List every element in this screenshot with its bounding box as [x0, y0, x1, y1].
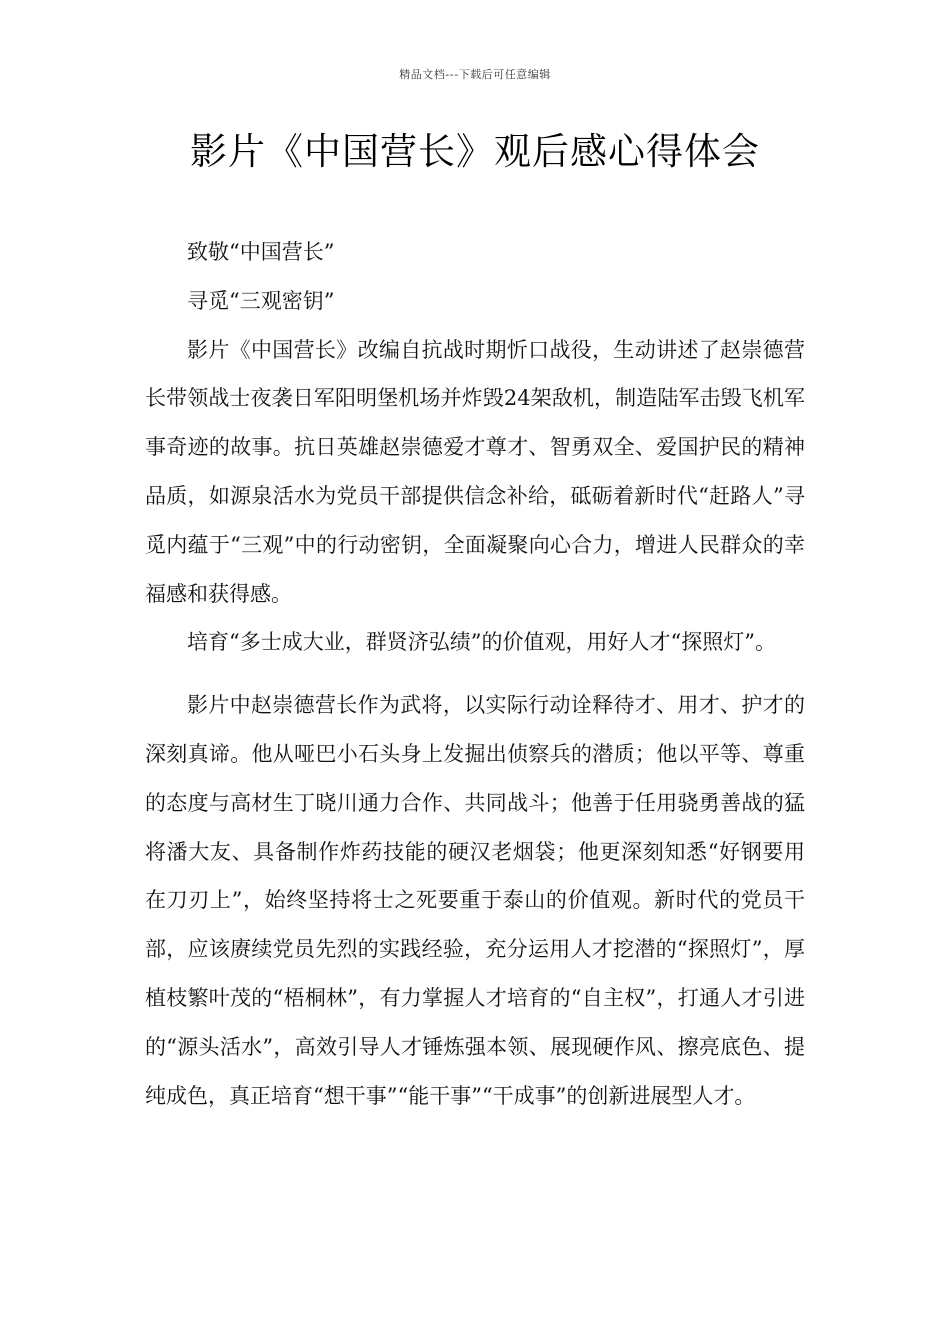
paragraph-1: 致敬“中国营长” [187, 240, 335, 264]
paragraph-2: 寻觅“三观密钥” [187, 288, 335, 313]
document-title: 影片《中国营长》观后感心得体会 [190, 130, 760, 173]
page-header-note: 精品文档---下载后可任意编辑 [399, 68, 551, 81]
paragraph-3: 影片《中国营长》改编自抗战时期忻口战役，生动讲述了赵崇德营长带领战士夜袭日军阳明堡机场并炸毁24架敌机，制造陆军击毁飞机军事奇迹的故事。抗日英雄赵崇德爱才尊才、智勇双全、爱国护民的精神品质，如源泉活水为党员干部提供信念补给，砥砺着新时代“赶路人”寻觅内蕴于“三观”中的行动密钥，全面凝聚向心合力，增进人民群众的幸福感和获得感。 [145, 337, 805, 606]
paragraph-5: 影片中赵崇德营长作为武将，以实际行动诠释待才、用才、护才的深刻真谛。他从哑巴小石头身上发掘出侦察兵的潜质；他以平等、尊重的态度与高材生丁晓川通力合作、共同战斗；他善于任用骁勇善战的猛将潘大友、具备制作炸药技能的硬汉老烟袋；他更深刻知悉“好钢要用在刀刃上”，始终坚持将士之死要重于泰山的价值观。新时代的党员干部，应该赓续党员先烈的实践经验，充分运用人才挖潜的“探照灯”，厚植枝繁叶茂的“梧桐林”，有力掌握人才培育的“自主权”，打通人才引进的“源头活水”，高效引导人才锤炼强本领、展现硬作风、擦亮底色、提纯成色，真正培育“想干事”“能干事”“干成事”的创新进展型人才。 [145, 693, 805, 1108]
paragraph-4: 培育“多士成大业，群贤济弘绩”的价值观，用好人才“探照灯”。 [187, 630, 776, 655]
document-body [145, 228, 805, 1120]
